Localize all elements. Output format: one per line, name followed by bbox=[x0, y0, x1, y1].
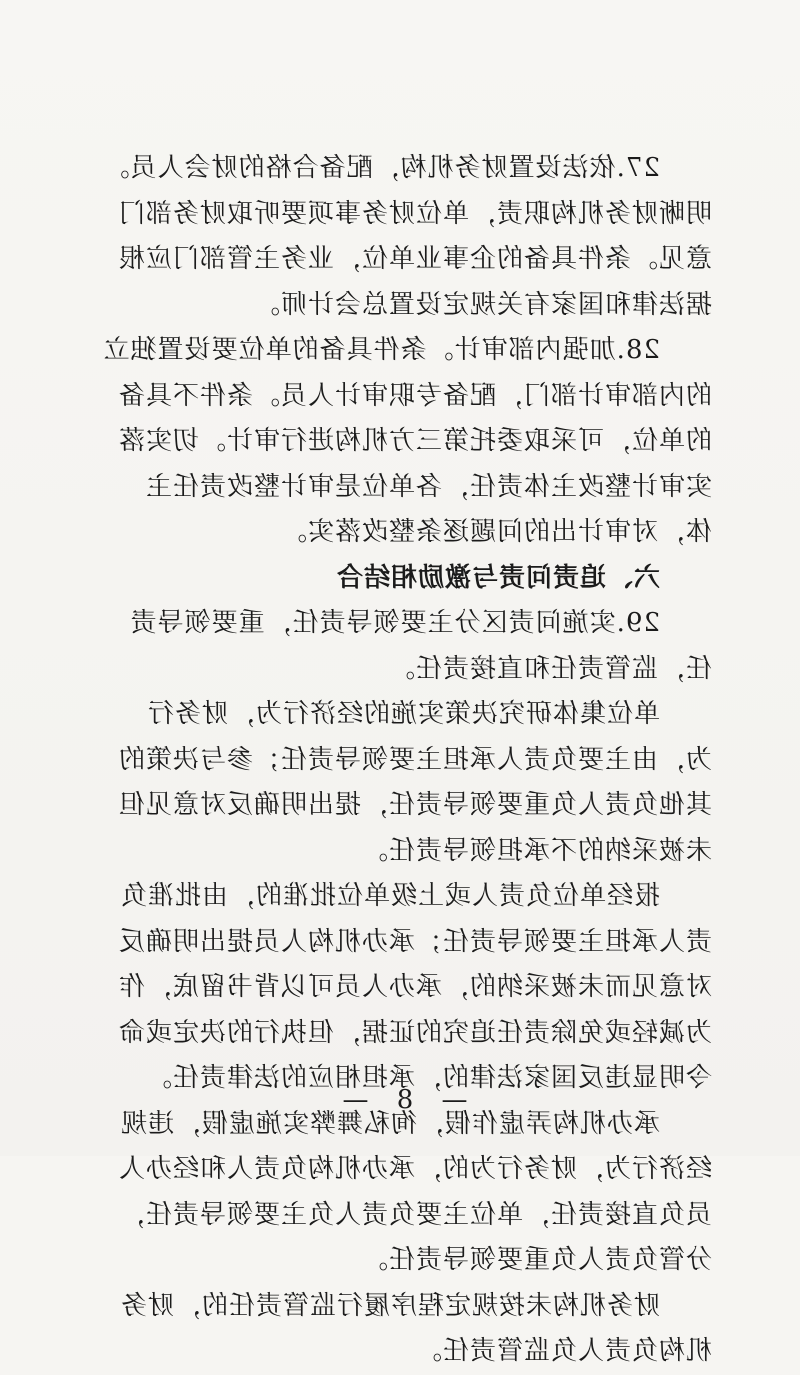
paragraph-approval: 报经单位负责人或上级单位批准的，由批准负责人承担主要领导责任；承办机构人员提出明确反对意见而未被采纳的，承办人员可以背书留底，作为减轻或免除责任追究的证据，但执行的决定或命令明显违反国家法律的，承担相应的法律责任。 bbox=[117, 881, 712, 1093]
page-number: — 8 — bbox=[332, 1085, 468, 1115]
paragraph-fraud: 承办机构弄虚作假，徇私舞弊实施虚假，违规经济行为，财务行为的，承办机构负责人和经办人员负直接责任，单位主要负责人负主要领导责任，分管负责人负重要领导责任。 bbox=[117, 1108, 712, 1275]
section-heading: 六、追责问责与激励相结合 bbox=[335, 562, 660, 593]
paragraph-collective-decision: 单位集体研究决策实施的经济行为，财务行为，由主要负责人承担主要领导责任；参与决策的其他负责人负重要领导责任，提出明确反对意见但未被采纳的不承担领导责任。 bbox=[117, 699, 712, 866]
paragraph-28: 28.加强内部审计。条件具备的单位要设置独立的内部审计部门，配备专职审计人员。条件不具备的单位，可采取委托第三方机构进行审计。切实落实审计整改主体责任，各单位是审计整改责任主体，对审计出的问题逐条整改落实。 bbox=[102, 335, 712, 547]
paragraph-27: 27.依法设置财务机构，配备合格的财会人员。明晰财务机构职责，单位财务事项要听取财务部门意见。条件具备的企事业单位，业务主管部门应根据法律和国家有关规定设置总会计师。 bbox=[102, 153, 712, 320]
paragraph-supervision: 财务机构未按规定程序履行监管责任的，财务机构负责人负监管责任。 bbox=[119, 1290, 712, 1366]
paragraph-29: 29.实施问责区分主要领导责任，重要领导责任，监管责任和直接责任。 bbox=[129, 608, 712, 684]
document-body bbox=[96, 146, 712, 1375]
